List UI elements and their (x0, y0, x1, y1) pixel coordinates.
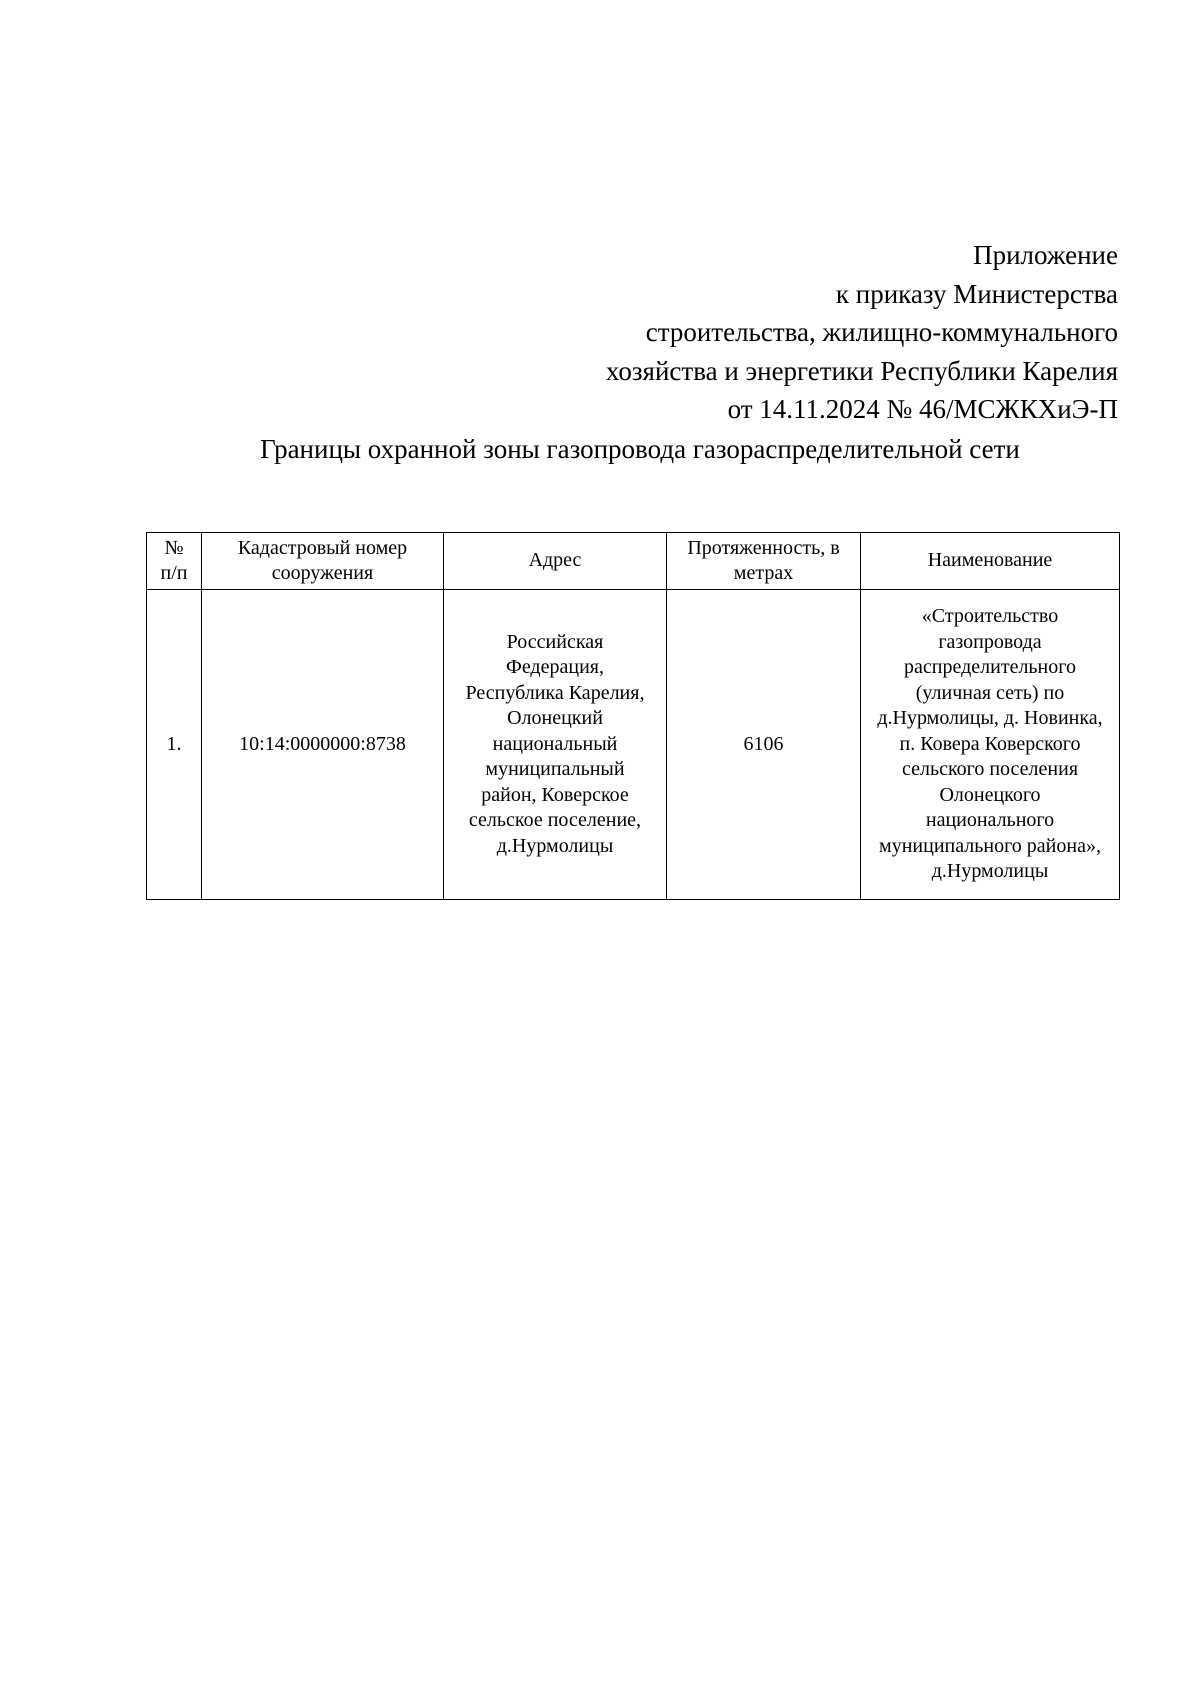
appendix-line: строительства, жилищно-коммунального (645, 317, 1118, 347)
header-number: № п/п (147, 533, 202, 590)
document-title: Границы охранной зоны газопровода газораспределительной сети (260, 434, 1020, 464)
protection-zone-table (146, 532, 1120, 900)
cell-name: «Строительство газопровода распределительного (уличная сеть) по д.Нурмолицы, д. Новинка, п. Ковера Коверского сельского поселения Олонецкого национального муниципального района», д.Нурмолицы (861, 590, 1120, 900)
cell-number: 1. (147, 590, 202, 900)
header-length: Протяженность, в метрах (667, 533, 861, 590)
appendix-line: Приложение (973, 240, 1118, 270)
appendix-header (606, 236, 1118, 429)
cell-cadastral-number: 10:14:0000000:8738 (202, 590, 444, 900)
table-header-row (147, 533, 1120, 590)
cell-length: 6106 (667, 590, 861, 900)
appendix-line: хозяйства и энергетики Республики Карелия (605, 355, 1118, 386)
appendix-line: от 14.11.2024 № 46/МСЖКХиЭ-П (727, 394, 1118, 424)
header-name: Наименование (861, 533, 1120, 590)
header-cadastral-number: Кадастровый номер сооружения (202, 533, 444, 590)
appendix-line: к приказу Министерства (835, 278, 1118, 309)
header-address: Адрес (444, 533, 667, 590)
cell-address: Российская Федерация, Республика Карелия, Олонецкий национальный муниципальный район, Коверское сельское поселение, д.Нурмолицы (444, 590, 667, 900)
table-row (147, 590, 1120, 900)
